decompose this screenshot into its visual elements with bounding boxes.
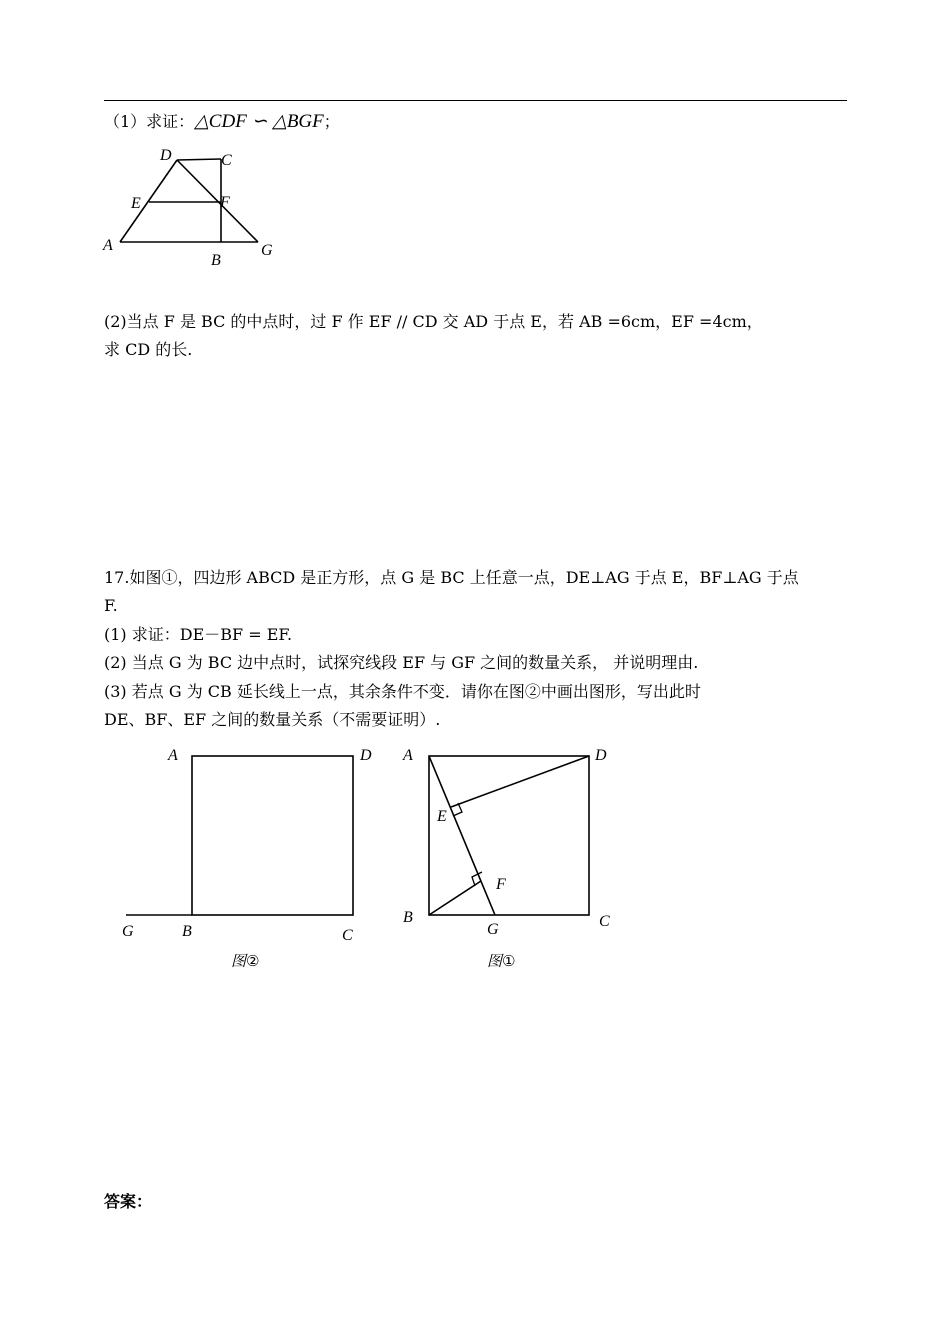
q16-part2-line2: 求 CD 的长. xyxy=(104,340,193,359)
fig2-label-G: G xyxy=(122,923,134,940)
fig1-caption: 图① xyxy=(487,952,516,970)
q16-part1 xyxy=(104,110,340,134)
q17-part3-line1: (3) 若点 G 为 CB 延长线上一点，其余条件不变．请你在图②中画出图形，写出此时 xyxy=(104,682,701,701)
label-B: B xyxy=(211,252,221,269)
segment-AD xyxy=(120,160,177,242)
fig2-label-C: C xyxy=(342,927,353,944)
fig1-label-B: B xyxy=(403,909,413,926)
q16-part1-prefix: （1）求证： xyxy=(104,112,195,131)
fig1-label-F: F xyxy=(496,876,506,893)
trapezoid-figure xyxy=(95,140,295,275)
segment-AG xyxy=(429,756,495,915)
label-G: G xyxy=(261,242,273,259)
fig1-label-A: A xyxy=(403,747,413,764)
top-rule xyxy=(104,100,847,101)
answer-label: 答案： xyxy=(104,1192,153,1211)
segment-DC xyxy=(177,159,221,160)
q17-part2: (2) 当点 G 为 BC 边中点时，试探究线段 EF 与 GF 之间的数量关系， 并说明理由. xyxy=(104,653,699,672)
figure-1 xyxy=(395,738,635,978)
fig2-caption: 图② xyxy=(231,952,260,970)
square-ABCD xyxy=(429,756,589,915)
q16-part1-suffix: ； xyxy=(323,112,340,131)
q17-part3-line2: DE、BF、EF 之间的数量关系（不需要证明）. xyxy=(104,710,441,729)
q17-stem-line2: F. xyxy=(104,596,118,615)
figure-2 xyxy=(110,738,380,978)
fig2-label-D: D xyxy=(360,747,372,764)
label-D: D xyxy=(160,147,172,164)
fig1-label-C: C xyxy=(599,913,610,930)
fig1-label-E: E xyxy=(437,808,447,825)
fig2-label-A: A xyxy=(168,747,178,764)
label-A: A xyxy=(103,237,113,254)
fig1-label-D: D xyxy=(595,747,607,764)
q16-part1-math: △CDF ∽ △BGF xyxy=(194,111,324,132)
q17-stem-line1: 17.如图①，四边形 ABCD 是正方形，点 G 是 BC 上任意一点，DE⊥AG 于点 E，BF⊥AG 于点 xyxy=(104,568,799,587)
q16-part2-line1: (2)当点 F 是 BC 的中点时，过 F 作 EF // CD 交 AD 于点 E，若 AB =6cm，EF =4cm， xyxy=(104,312,763,331)
segment-DG xyxy=(177,160,258,242)
segment-DE xyxy=(451,756,589,807)
label-C: C xyxy=(221,152,232,169)
segment-BF xyxy=(429,881,481,915)
square-ABCD xyxy=(192,756,353,915)
label-F: F xyxy=(220,194,230,211)
fig1-label-G: G xyxy=(487,921,499,938)
q17-part1: (1) 求证：DE－BF = EF. xyxy=(104,625,293,644)
label-E: E xyxy=(131,195,141,212)
fig2-label-B: B xyxy=(182,923,192,940)
